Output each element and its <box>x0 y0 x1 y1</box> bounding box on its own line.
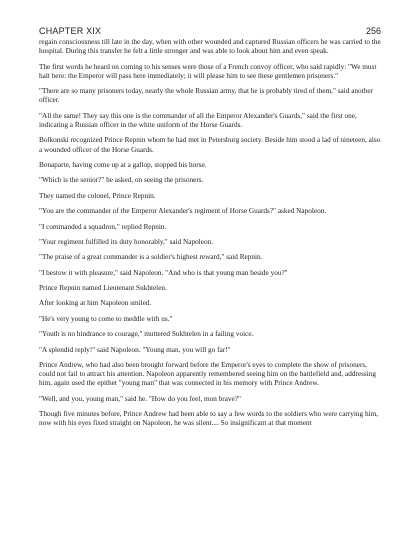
paragraph: "All the same! They say this one is the commander of all the Emperor Alexander's Guards," said the first one, indicating a Russian officer in the white uniform of the Horse Guards. <box>39 111 357 129</box>
paragraph: Bonaparte, having come up at a gallop, stopped his horse. <box>39 160 207 169</box>
paragraph: "Your regiment fulfilled its duty honorably," said Napoleon. <box>39 237 214 246</box>
paragraph: "The praise of a great commander is a soldier's highest reward," said Repnin. <box>39 253 263 262</box>
paragraph: "A splendid reply!" said Napoleon. "Young man, you will go far!" <box>39 345 231 354</box>
paragraph: "He's very young to come to meddle with us." <box>39 314 173 323</box>
paragraph: "Well, and you, young man," said he. "How do you feel, mon brave?" <box>39 394 241 403</box>
chapter-title: CHAPTER XIX <box>39 26 102 36</box>
paragraph: "Youth is no hindrance to courage," muttered Sukhtelen in a failing voice. <box>39 330 254 339</box>
paragraph: Though five minutes before, Prince Andrew had been able to say a few words to the soldiers who were carrying him, now with his eyes fixed straight on Napoleon, he was silent.... So insignificant at that moment <box>39 410 379 428</box>
paragraph: Prince Repnin named Lieutenant Sukhtelen. <box>39 284 167 293</box>
paragraph: Prince Andrew, who had also been brought forward before the Emperor's eyes to complete the show of prisoners, could not fail to attract his attention. Napoleon apparently remembered seeing him on the battlefield and, addressing him, again used the epithet "young man" that was connected in his memory with Prince Andrew. <box>39 361 377 388</box>
paragraph: They named the colonel, Prince Repnin. <box>39 191 156 200</box>
paragraph: Bolkonski recognized Prince Repnin whom he had met in Petersburg society. Beside him stood a lad of nineteen, also a wounded officer of the Horse Guards. <box>39 136 381 154</box>
paragraph: After looking at him Napoleon smiled. <box>39 299 152 308</box>
paragraph: "I commanded a squadron," replied Repnin. <box>39 222 167 231</box>
page-body <box>39 38 381 435</box>
page-number: 256 <box>365 26 381 36</box>
paragraph: The first words he heard on coming to his senses were those of a French convoy officer, who said rapidly: "We must halt here: the Emperor will pass here immediately; it will please him to see these gentlemen prisoners." <box>39 62 377 80</box>
paragraph: "I bestow it with pleasure," said Napoleon. "And who is that young man beside you?" <box>39 268 288 277</box>
paragraph: "Which is the senior?" he asked, on seeing the prisoners. <box>39 176 204 185</box>
paragraph: "You are the commander of the Emperor Alexander's regiment of Horse Guards?" asked Napoleon. <box>39 207 327 216</box>
paragraph: "There are so many prisoners today, nearly the whole Russian army, that he is probably tired of them," said another officer. <box>39 87 373 105</box>
paragraph: regain consciousness till late in the day, when with other wounded and captured Russian officers he was carried to the hospital. During this transfer he felt a little stronger and was able to look about him and even speak. <box>39 38 381 56</box>
page-header <box>39 25 381 37</box>
